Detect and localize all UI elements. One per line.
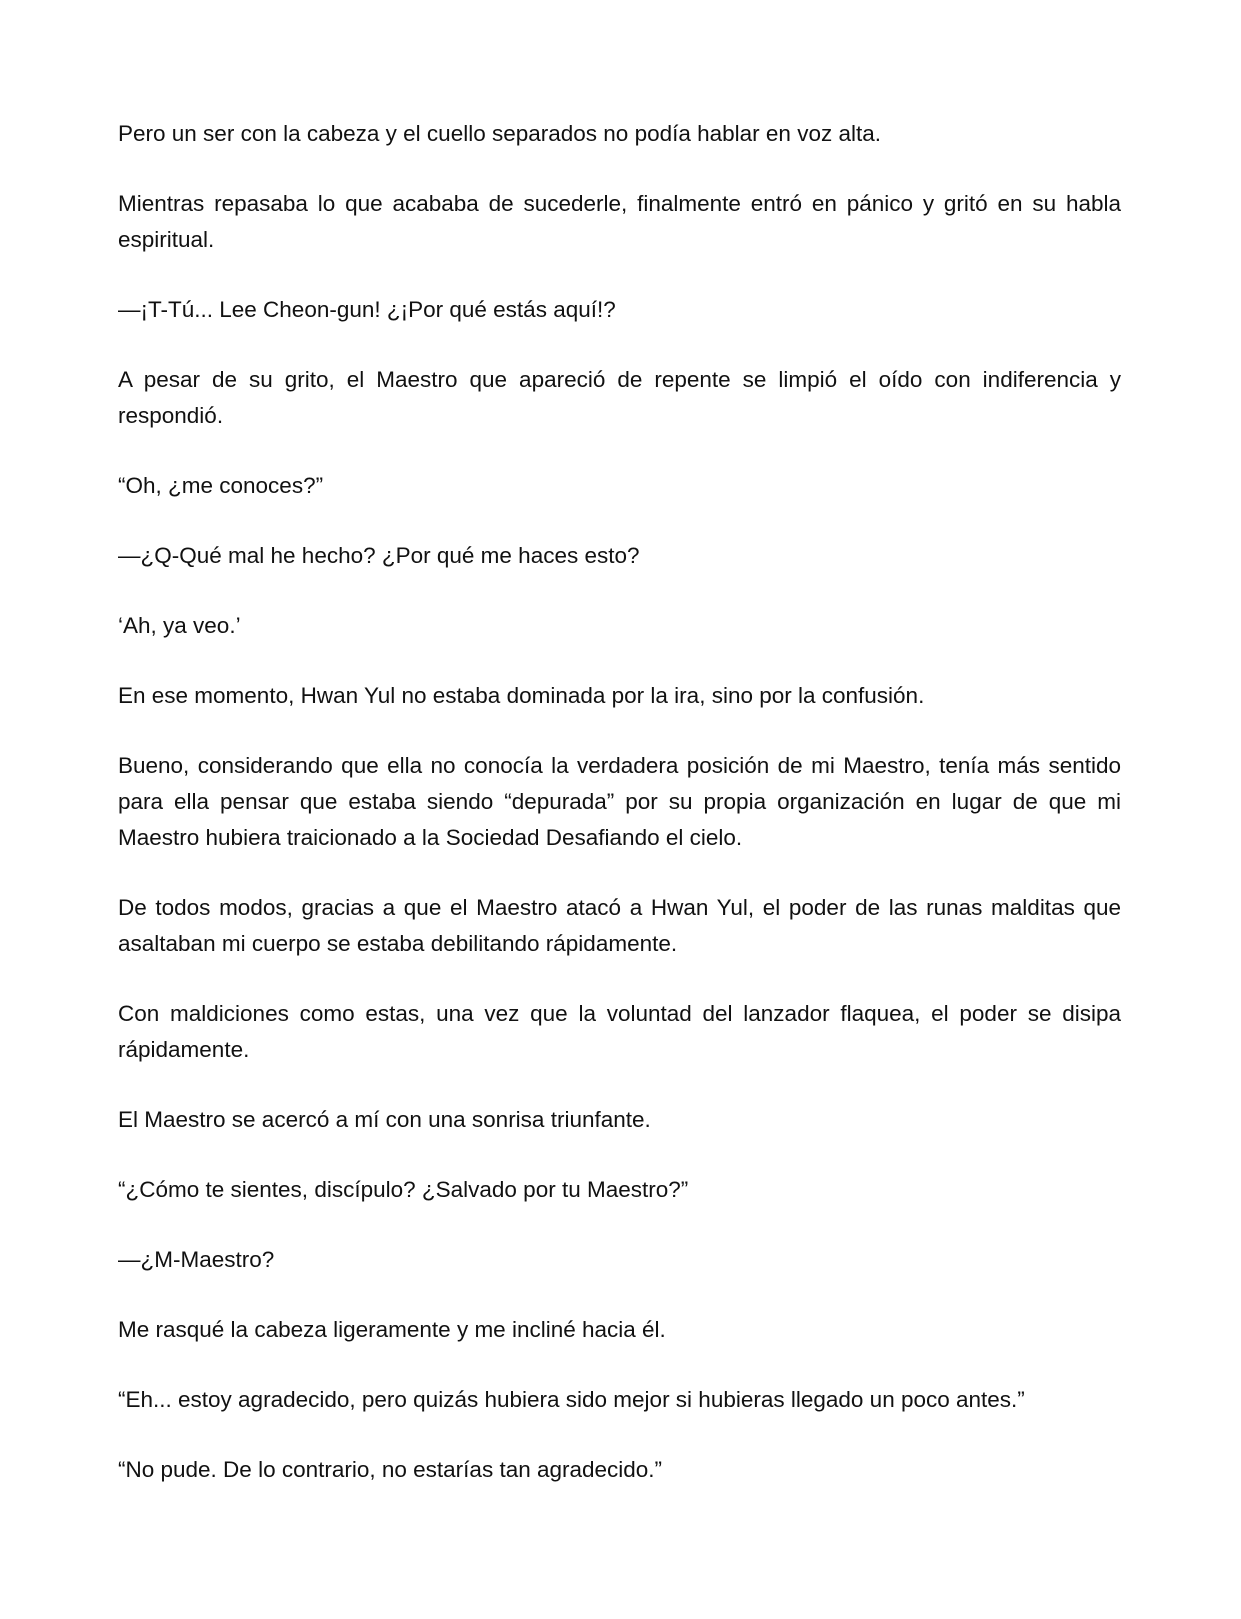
paragraph: ‘Ah, ya veo.’ <box>118 613 241 638</box>
paragraph: “Eh... estoy agradecido, pero quizás hubiera sido mejor si hubieras llegado un poco antes.” <box>118 1387 1025 1412</box>
paragraph: El Maestro se acercó a mí con una sonrisa triunfante. <box>118 1107 651 1132</box>
paragraph: Mientras repasaba lo que acababa de sucederle, finalmente entró en pánico y gritó en su habla espiritual. <box>118 191 1121 252</box>
paragraph: —¿M-Maestro? <box>118 1247 275 1272</box>
paragraph: Bueno, considerando que ella no conocía la verdadera posición de mi Maestro, tenía más sentido para ella pensar que estaba siendo “depurada” por su propia organización en lugar de que mi Maestro hubiera traicionado a la Sociedad Desafiando el cielo. <box>118 753 1121 850</box>
paragraph: —¿Q-Qué mal he hecho? ¿Por qué me haces esto? <box>118 543 640 568</box>
document-body <box>118 116 1121 1488</box>
paragraph: A pesar de su grito, el Maestro que apareció de repente se limpió el oído con indiferencia y respondió. <box>118 367 1121 428</box>
paragraph: —¡T-Tú... Lee Cheon-gun! ¿¡Por qué estás aquí!? <box>118 297 616 322</box>
paragraph: Pero un ser con la cabeza y el cuello separados no podía hablar en voz alta. <box>118 121 881 146</box>
paragraph: De todos modos, gracias a que el Maestro atacó a Hwan Yul, el poder de las runas malditas que asaltaban mi cuerpo se estaba debilitando rápidamente. <box>118 895 1121 956</box>
paragraph: En ese momento, Hwan Yul no estaba dominada por la ira, sino por la confusión. <box>118 683 925 708</box>
paragraph: “No pude. De lo contrario, no estarías tan agradecido.” <box>118 1457 663 1482</box>
paragraph: Con maldiciones como estas, una vez que la voluntad del lanzador flaquea, el poder se disipa rápidamente. <box>118 1001 1121 1062</box>
paragraph: Me rasqué la cabeza ligeramente y me incliné hacia él. <box>118 1317 666 1342</box>
paragraph: “¿Cómo te sientes, discípulo? ¿Salvado por tu Maestro?” <box>118 1177 689 1202</box>
paragraph: “Oh, ¿me conoces?” <box>118 473 324 498</box>
